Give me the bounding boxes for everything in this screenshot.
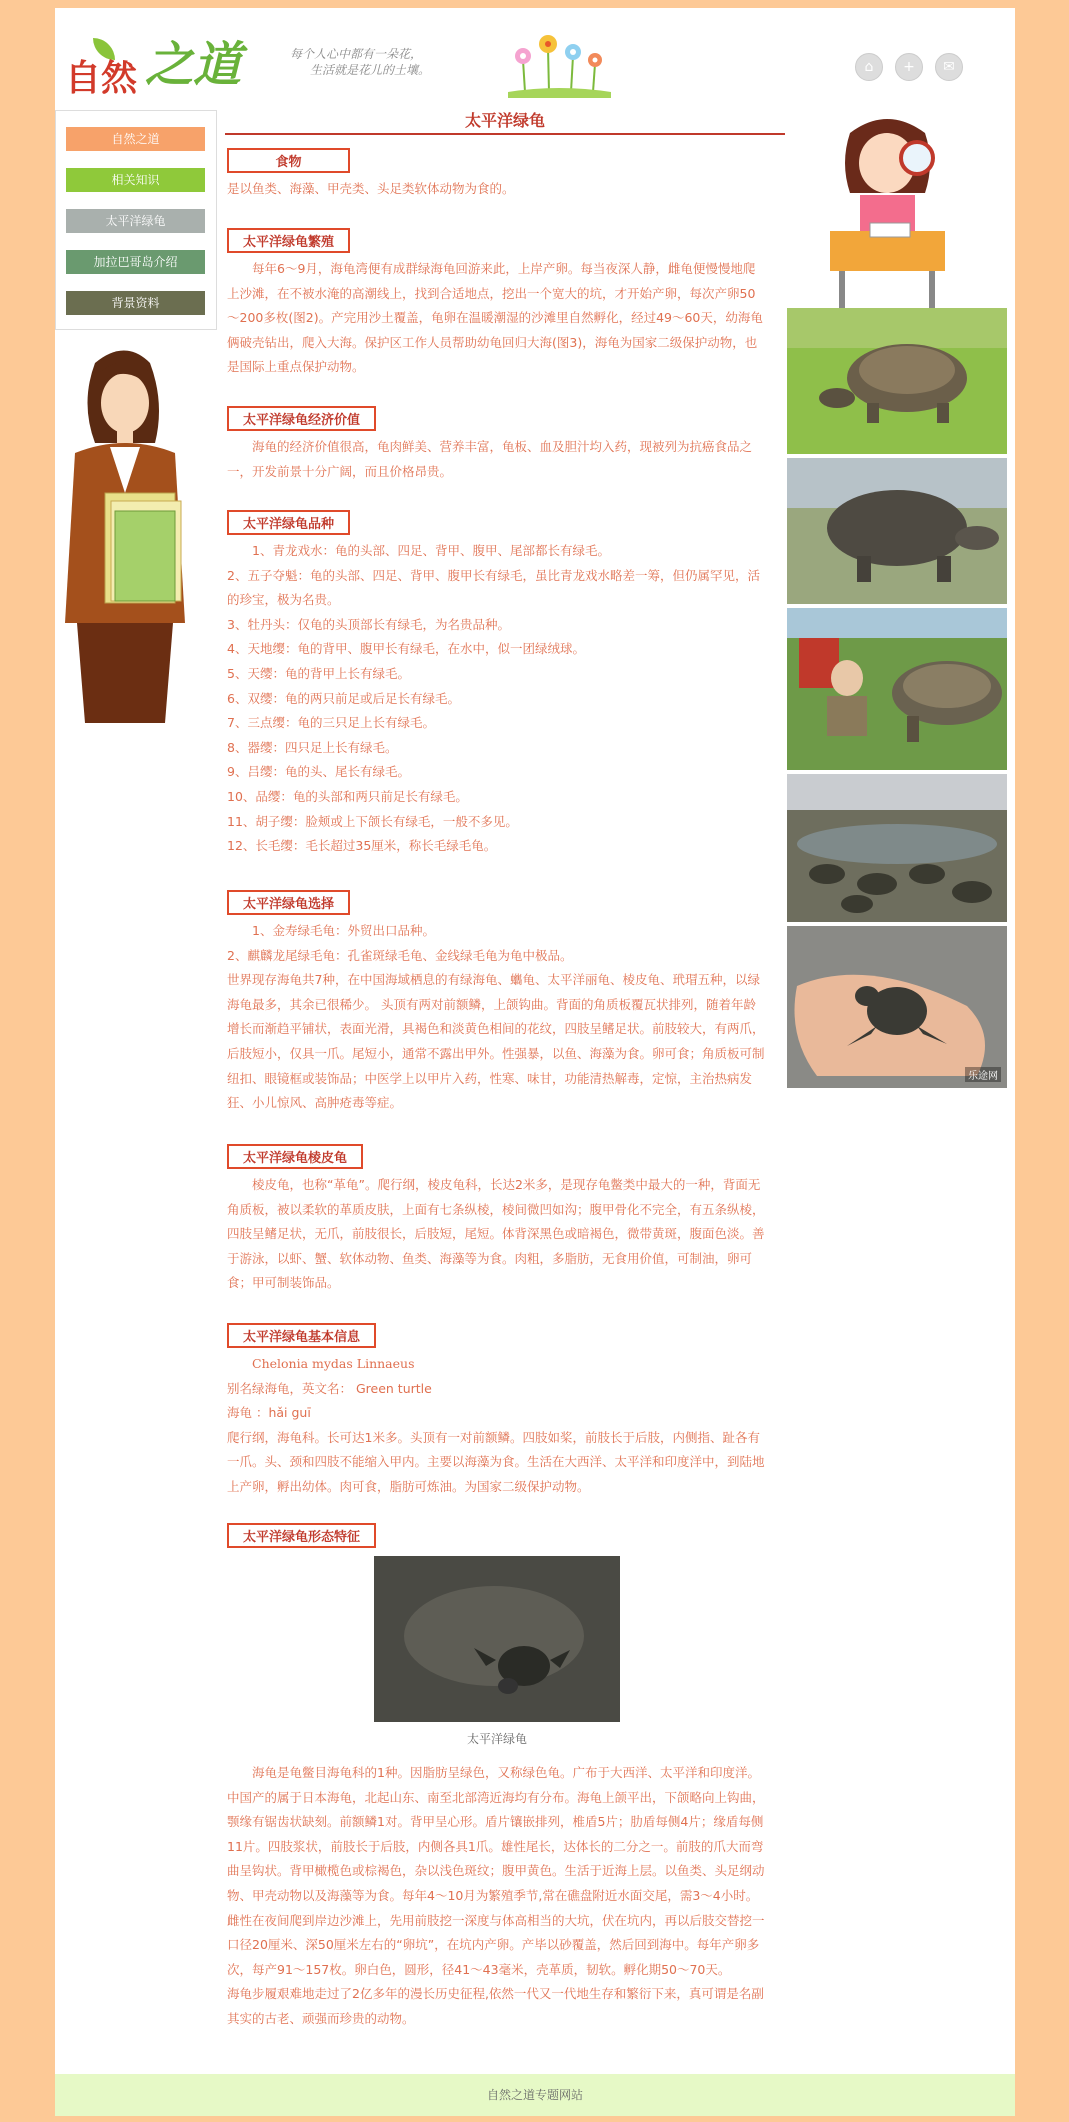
photo-watermark: 乐途网 [965, 1067, 1001, 1082]
hatchling-figure [374, 1556, 620, 1747]
section-text: 是以鱼类、海藻、甲壳类、头足类软体动物为食的。 [227, 181, 515, 196]
logo-text-2: 之道 [145, 37, 242, 93]
flowers-illustration [503, 30, 615, 98]
tortoise-grass-photo [787, 308, 1007, 454]
hatchling-hand-photo-container [787, 926, 1007, 1088]
section-text: 海龟是龟鳖目海龟科的1种。因脂肪呈绿色，又称绿色龟。广布于大西洋、太平洋和印度洋。中国产的属于日本海龟，北起山东、南至北部湾近海均有分布。海龟上颌平出，下颌略向上钩曲，颚缘有锯齿状缺刻。前额鳞1对。背甲呈心形。盾片镶嵌排列，椎盾5片；肋盾每侧4片；缘盾每侧11片。四肢浆状，前肢长于后肢，内侧各具1爪。雄性尾长，达体长的二分之一。前肢的爪大而弯曲呈钩状。背甲橄榄色或棕褐色，杂以浅色斑纹；腹甲黄色。生活于近海上层。以鱼类、头足纲动物、甲壳动物以及海藻等为食。每年4～10月为繁殖季节,常在礁盘附近水面交尾，需3～4小时。雌性在夜间爬到岸边沙滩上，先用前肢挖一深度与体高相当的大坑，伏在坑内，再以后肢交替挖一口径20厘米、深50厘米左右的“卵坑”，在坑内产卵。产毕以砂覆盖，然后回到海中。每年产卵多次，每产91～157枚。卵白色，圆形，径41～43毫米，壳革质，韧软。孵化期50～70天。 [227, 1765, 765, 1977]
home-icon[interactable]: ⌂ [855, 53, 883, 81]
list-item: 2、五子夺魁：龟的头部、四足、背甲、腹甲长有绿毛，虽比青龙戏水略差一筹，但仍属罕见，活的珍宝，极为名贵。 [227, 567, 760, 608]
section-value [227, 406, 767, 484]
nav-item-green-turtle[interactable]: 太平洋绿龟 [66, 209, 205, 233]
nav-item-knowledge[interactable]: 相关知识 [66, 168, 205, 192]
list-item: 2、麒麟龙尾绿毛龟：孔雀斑绿毛龟、金线绿毛龟为龟中极品。 [227, 947, 573, 963]
logo-text-1: 自然 [65, 57, 138, 99]
section-food [227, 148, 767, 202]
list-item: 8、器缨：四只足上长有绿毛。 [227, 739, 398, 755]
section-title: 太平洋绿龟经济价值 [227, 406, 376, 431]
figure-caption: 太平洋绿龟 [466, 1732, 527, 1746]
section-title: 太平洋绿龟选择 [227, 890, 350, 915]
section-form [227, 1523, 767, 2032]
choose-text [227, 919, 767, 1116]
section-text: 每年6～9月，海龟湾便有成群绿海龟回游来此，上岸产卵。每当夜深人静，雌龟便慢慢地爬上沙滩，在不被水淹的高潮线上，找到合适地点，挖出一个宽大的坑，才开始产卵，每次产卵50～200多枚(图2)。产完用沙土覆盖，龟卵在温暖潮湿的沙滩里自然孵化，经过49～60天，幼海龟俩破壳钻出，爬入大海。保护区工作人员帮助幼龟回归大海(图3)，海龟为国家二级保护动物，也是国际上重点保护动物。 [227, 261, 763, 375]
page-title: 太平洋绿龟 [225, 108, 785, 135]
section-choose [227, 890, 767, 1116]
girl-with-magnifier-illustration [825, 113, 950, 313]
section-leatherback [227, 1144, 767, 1296]
list-item: 3、牡丹头：仅龟的头顶部长有绿毛，为名贵品种。 [227, 616, 510, 632]
list-item: 10、品缨：龟的头部和两只前足长有绿毛。 [227, 788, 468, 804]
section-title: 食物 [227, 148, 350, 173]
add-favorite-icon[interactable]: + [895, 53, 923, 81]
list-item: 12、长毛缨：毛长超过35厘米，称长毛绿毛龟。 [227, 838, 497, 854]
list-item: 7、三点缨：龟的三只足上长有绿毛。 [227, 715, 435, 731]
section-text: 棱皮龟，也称“革龟”。爬行纲，棱皮龟科，长达2米多，是现存龟鳖类中最大的一种，背面无角质板，被以柔软的革质皮肤，上面有七条纵棱，棱间微凹如沟；腹甲骨化不完全，有五条纵棱，四肢呈鳍足状，无爪，前肢很长，后肢短，尾短。体背深黑色或暗褐色，微带黄斑，腹面色淡。善于游泳，以虾、蟹、软体动物、鱼类、海藻等为食。肉粗，多脂肪，无食用价值，可制油，卵可食；甲可制装饰品。 [227, 1177, 765, 1291]
section-text: 世界现存海龟共7种，在中国海域栖息的有绿海龟、蠵龟、太平洋丽龟、棱皮龟、玳瑁五种，以绿海龟最多，其余已很稀少。 头顶有两对前额鳞，上颌钩曲。背面的角质板覆瓦状排列，随着年龄增长而渐趋平铺状，表面光滑，具褐色和淡黄色相间的花纹，四肢呈鳍足状。前肢较大，有两爪，后肢短小，仅具一爪。尾短小，通常不露出甲外。性强暴，以鱼、海藻为食。卵可食；角质板可制纽扣、眼镜框或装饰品；中医学上以甲片入药，性寒、味甘，功能清热解毒，定惊，主治热病发狂、小儿惊风、高肿疮毒等症。 [227, 972, 765, 1111]
slogan-line-1: 每个人心中都有一朵花， [290, 47, 423, 61]
list-item: 11、胡子缨：脸颊或上下颌长有绿毛，一般不多见。 [227, 813, 518, 829]
basic-info-text [227, 1352, 767, 1500]
nav-item-home[interactable]: 自然之道 [66, 127, 205, 151]
mail-icon[interactable]: ✉ [935, 53, 963, 81]
girl-with-books-illustration [55, 343, 215, 733]
list-item: 9、吕缨：龟的头、尾长有绿毛。 [227, 764, 410, 780]
scientific-name: Chelonia mydas Linnaeus [252, 1356, 415, 1371]
nav-item-galapagos[interactable]: 加拉巴哥岛介绍 [66, 250, 205, 274]
list-item: 5、天缨：龟的背甲上长有绿毛。 [227, 665, 410, 681]
section-text-2: 海龟步履艰难地走过了2亿多年的漫长历史征程,依然一代又一代地生存和繁衍下来，真可谓是名副其实的古老、顽强而珍贵的动物。 [227, 1986, 764, 2026]
section-title: 太平洋绿龟基本信息 [227, 1323, 376, 1348]
hatchling-hand-photo [787, 926, 1007, 1088]
section-title: 太平洋绿龟品种 [227, 510, 350, 535]
section-title: 太平洋绿龟形态特征 [227, 1523, 376, 1548]
section-title: 太平洋绿龟棱皮龟 [227, 1144, 363, 1169]
site-logo[interactable] [65, 20, 245, 100]
tortoise-hill-photo [787, 458, 1007, 604]
slogan-line-2: 生活就是花儿的土壤。 [310, 63, 431, 77]
tortoise-hiker-photo [787, 608, 1007, 770]
hatchling-sand-photo [374, 1556, 620, 1722]
section-basic-info [227, 1323, 767, 1500]
list-item: 1、金寿绿毛龟：外贸出口品种。 [252, 923, 435, 938]
section-title: 太平洋绿龟繁殖 [227, 228, 350, 253]
tortoises-pond-photo [787, 774, 1007, 922]
list-item: 1、青龙戏水：龟的头部、四足、背甲、腹甲、尾部都长有绿毛。 [252, 543, 610, 558]
pinyin-line: 海龟 ：hǎi guī [227, 1405, 311, 1421]
list-item: 4、天地缨：龟的背甲、腹甲长有绿毛，在水中，似一团绿绒球。 [227, 641, 585, 657]
section-text: 爬行纲，海龟科。长可达1米多。头顶有一对前额鳞。四肢如桨，前肢长于后肢，内侧指、趾各有一爪。头、颈和四肢不能缩入甲内。主要以海藻为食。生活在大西洋、太平洋和印度洋中，到陆地上产卵，孵出幼体。肉可食，脂肪可炼油。为国家二级保护动物。 [227, 1429, 765, 1494]
header-slogan [290, 46, 430, 78]
alias-line: 别名绿海龟，英文名： Green turtle [227, 1380, 432, 1396]
breeds-list [227, 539, 767, 859]
section-breed [227, 228, 767, 380]
side-nav [55, 110, 217, 330]
list-item: 6、双缨：龟的两只前足或后足长有绿毛。 [227, 690, 460, 706]
page-container [55, 8, 1015, 2116]
section-breeds [227, 510, 767, 859]
section-text: 海龟的经济价值很高，龟肉鲜美、营养丰富，龟板、血及胆汁均入药，现被列为抗癌食品之一，开发前景十分广阔，而且价格昂贵。 [227, 439, 753, 479]
page-footer: 自然之道专题网站 [55, 2074, 1015, 2116]
nav-item-background[interactable]: 背景资料 [66, 291, 205, 315]
